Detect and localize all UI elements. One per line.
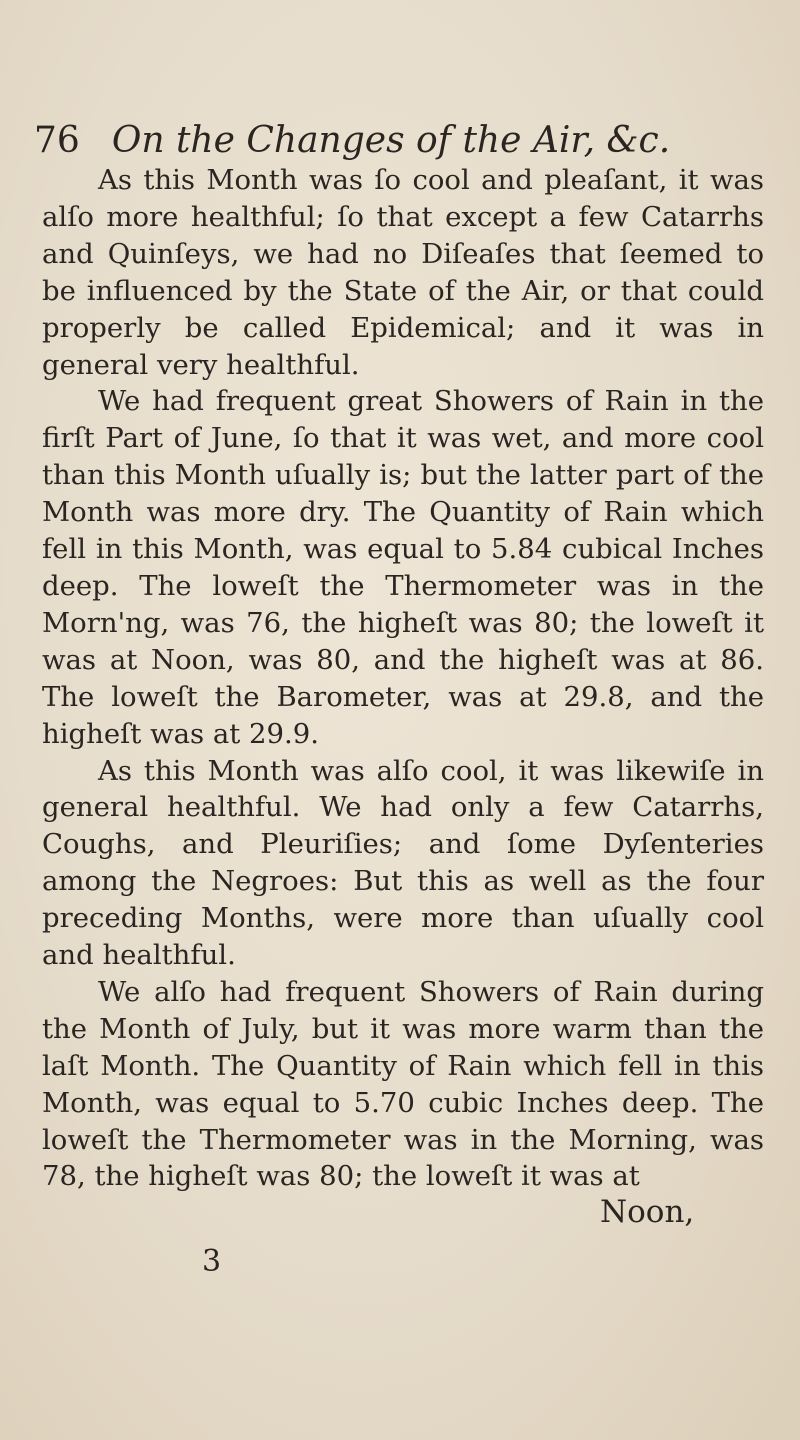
body-text: [42, 162, 764, 1195]
running-title: On the Changes of the Air, &c.: [111, 120, 671, 161]
paragraph-june-weather: We had frequent great Showers of Rain in the firſt Part of June, ſo that it was wet, and more cool than this Month uſually is; but the latter part of the Month was more dry. The Quantity of Rain which fell in this Month, was equal to 5.84 cubical Inches deep. The loweſt the Thermometer was in the Morn'ng, was 76, the higheſt was 80; the loweſt it was at Noon, was 80, and the higheſt was at 86. The loweſt the Barometer, was at 29.8, and the higheſt was at 29.9.: [42, 385, 764, 750]
catchword: Noon,: [600, 1194, 695, 1230]
signature-mark: 3: [202, 1244, 222, 1279]
paragraph-july-weather: We alſo had frequent Showers of Rain during the Month of July, but it was more warm than the laſt Month. The Quantity of Rain which fell in this Month, was equal to 5.70 cubic Inches deep. The loweſt the Thermometer was in the Morning, was 78, the higheſt was 80; the loweſt it was at: [42, 975, 764, 1193]
page-number: 76: [34, 120, 80, 161]
paragraph-june-health: As this Month was alſo cool, it was likewiſe in general healthful. We had only a few Catarrhs, Coughs, and Pleuriſies; and ſome Dyſenteries among the Negroes: But this as well as the four preceding Months, were more than uſually cool and healthful.: [42, 754, 764, 972]
paragraph-may-health: As this Month was ſo cool and pleaſant, it was alſo more healthful; ſo that except a few Catarrhs and Quinſeys, we had no Diſeaſes that ſeemed to be influenced by the State of the Air, or that could properly be called Epidemical; and it was in general very healthful.: [42, 164, 764, 381]
running-header: [34, 118, 774, 164]
